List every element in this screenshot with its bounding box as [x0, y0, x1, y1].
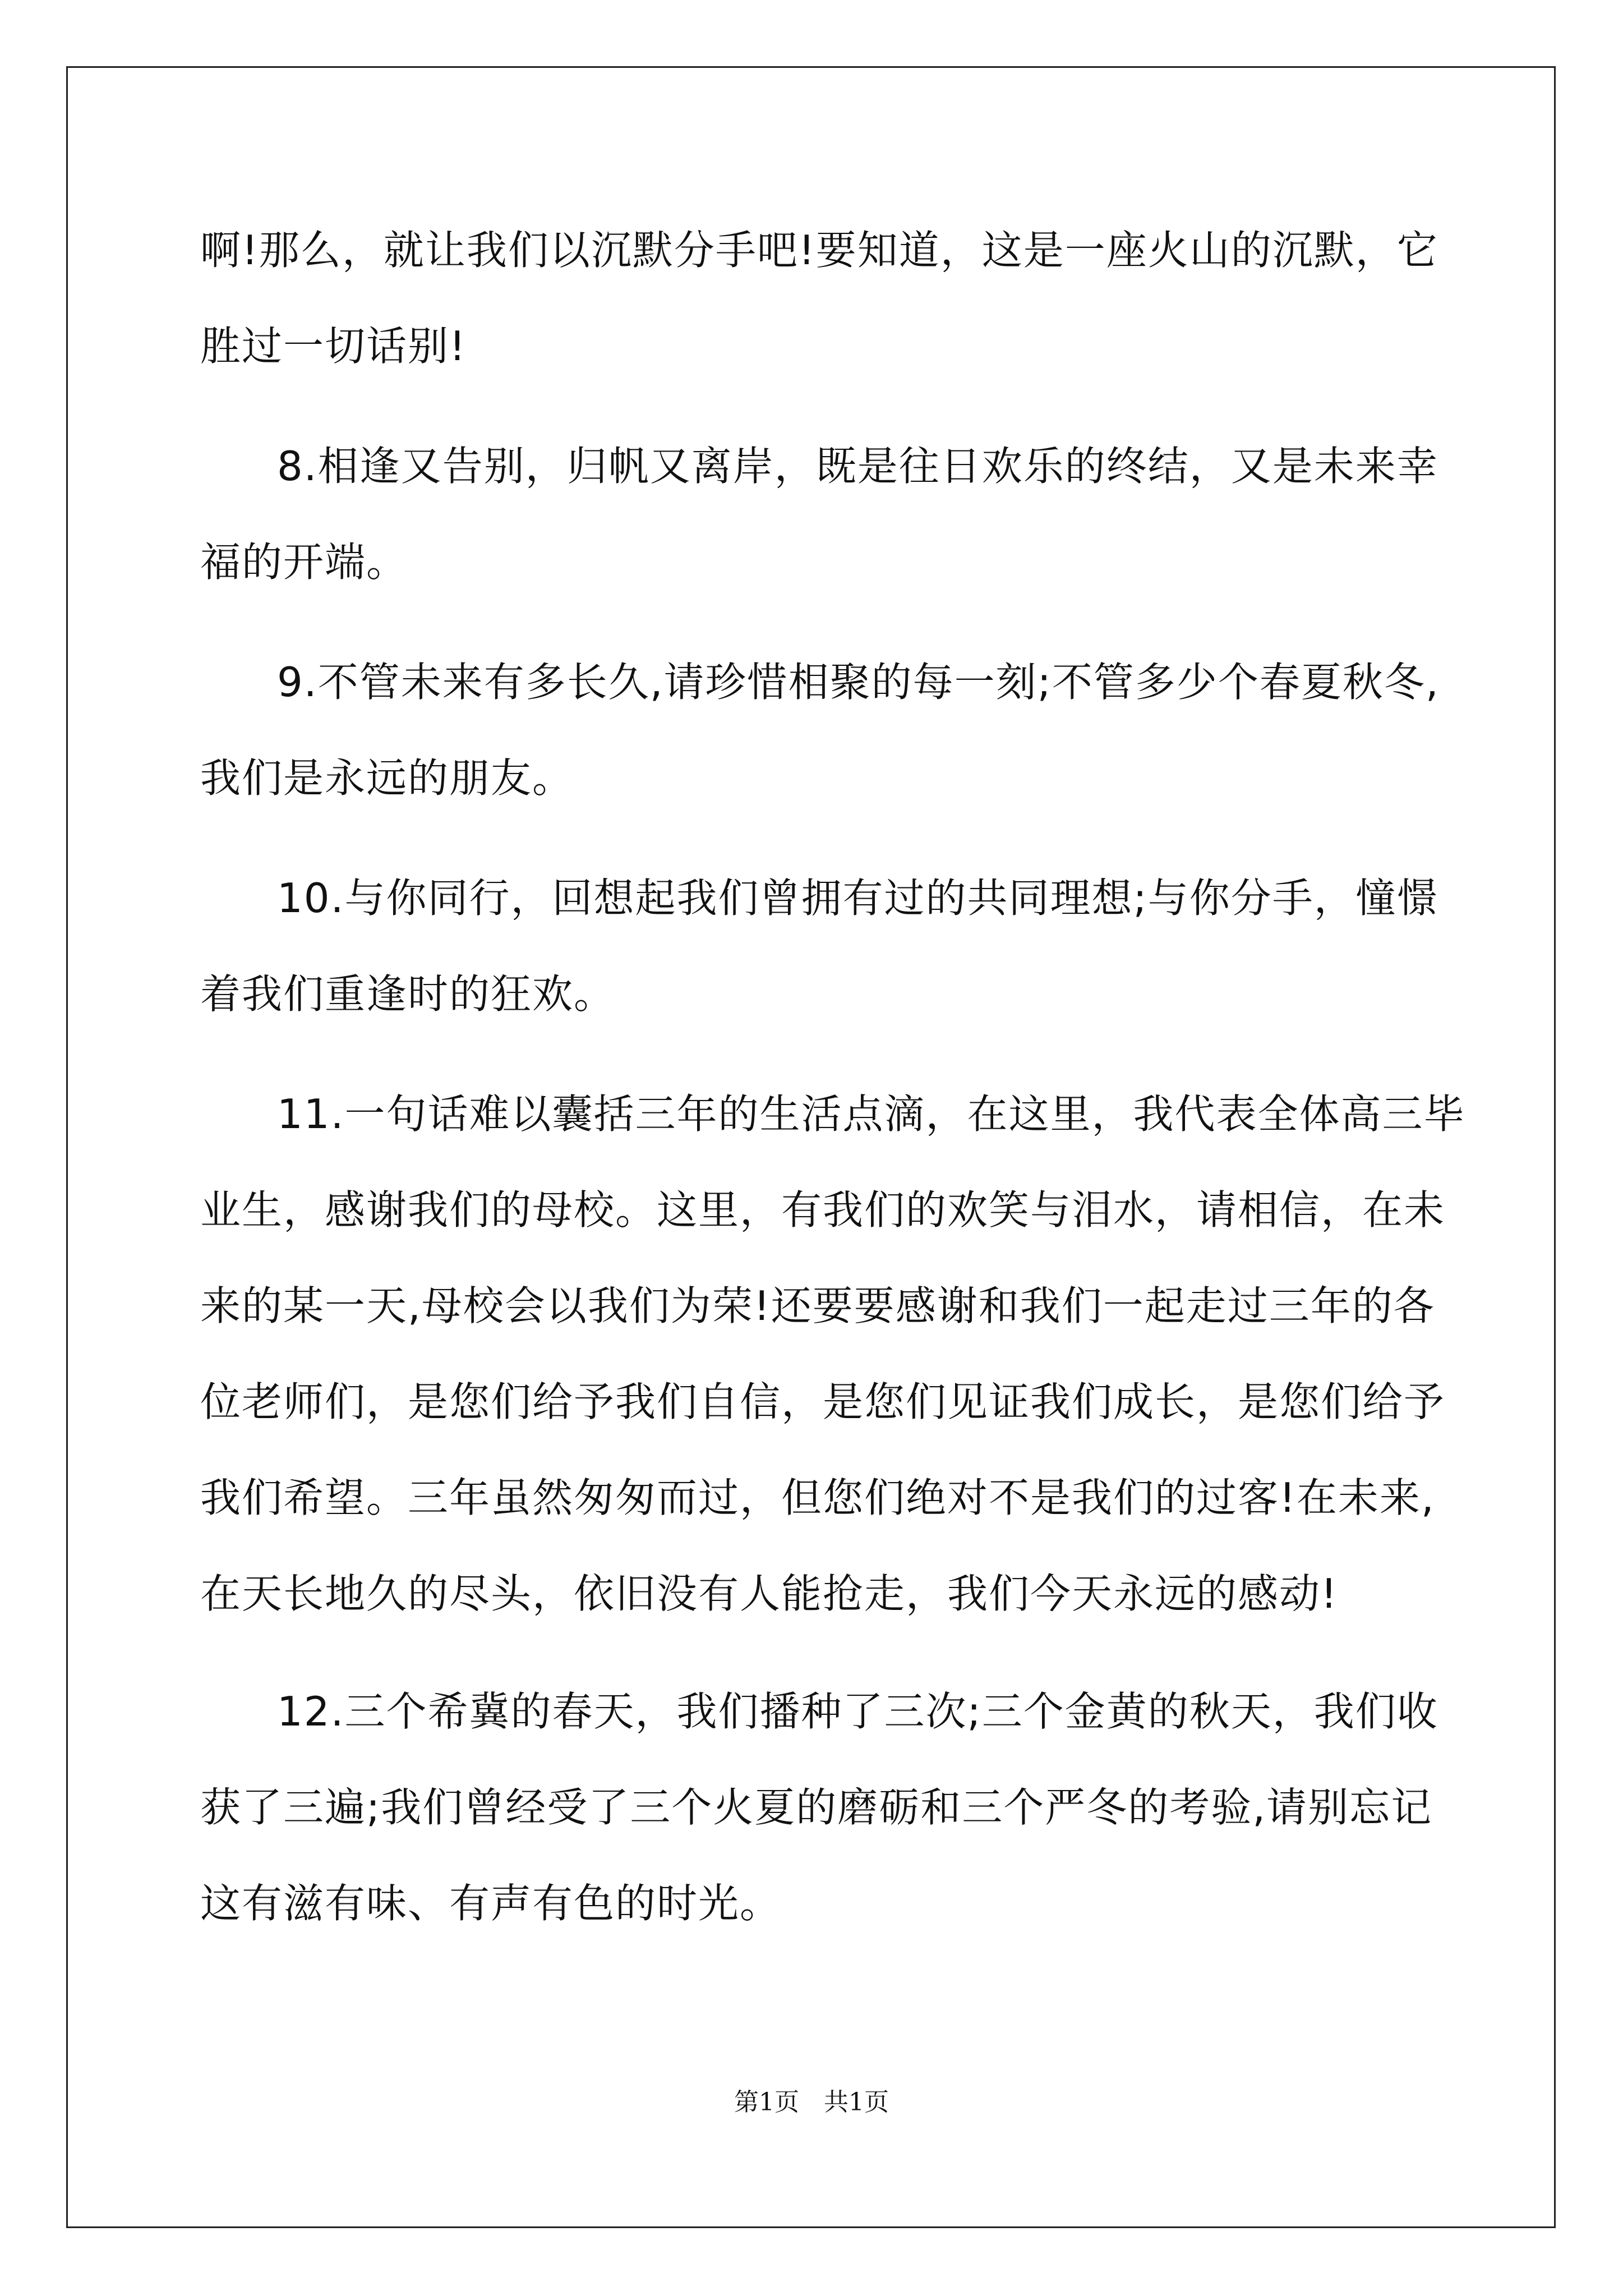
paragraph-10-line-1: 10.与你同行，回想起我们曾拥有过的共同理想;与你分手，憧憬: [277, 875, 1438, 922]
paragraph-11-line-1: 11.一句话难以囊括三年的生活点滴，在这里，我代表全体高三毕: [277, 1091, 1465, 1138]
paragraph-11-line-3: 来的某一天,母校会以我们为荣!还要要感谢和我们一起走过三年的各: [200, 1282, 1435, 1329]
paragraph-9-line-2: 我们是永远的朋友。: [200, 754, 574, 802]
text-line: 啊!那么，就让我们以沉默分手吧!要知道，这是一座火山的沉默，它: [200, 227, 1438, 274]
page-number-footer: 第1页 共1页: [734, 2088, 889, 2116]
paragraph-9-line-1: 9.不管未来有多长久,请珍惜相聚的每一刻;不管多少个春夏秋冬,: [277, 659, 1440, 706]
paragraph-11-line-6: 在天长地久的尽头，依旧没有人能抢走，我们今天永远的感动!: [200, 1570, 1338, 1617]
paragraph-8-line-1: 8.相逢又告别，归帆又离岸，既是往日欢乐的终结，又是未来幸: [277, 443, 1438, 490]
paragraph-8-line-2: 福的开端。: [200, 539, 408, 586]
paragraph-12-line-2: 获了三遍;我们曾经受了三个火夏的磨砺和三个严冬的考验,请别忘记: [200, 1784, 1433, 1831]
paragraph-11-line-4: 位老师们，是您们给予我们自信，是您们见证我们成长，是您们给予: [200, 1378, 1446, 1425]
paragraph-12-line-3: 这有滋有味、有声有色的时光。: [200, 1880, 782, 1927]
paragraph-10-line-2: 着我们重逢时的狂欢。: [200, 970, 616, 1018]
text-line: 胜过一切话别!: [200, 323, 467, 370]
paragraph-11-line-2: 业生，感谢我们的母校。这里，有我们的欢笑与泪水，请相信，在未: [200, 1186, 1446, 1234]
paragraph-11-line-5: 我们希望。三年虽然匆匆而过，但您们绝对不是我们的过客!在未来,: [200, 1474, 1435, 1521]
paragraph-12-line-1: 12.三个希冀的春天，我们播种了三次;三个金黄的秋天，我们收: [277, 1688, 1438, 1735]
